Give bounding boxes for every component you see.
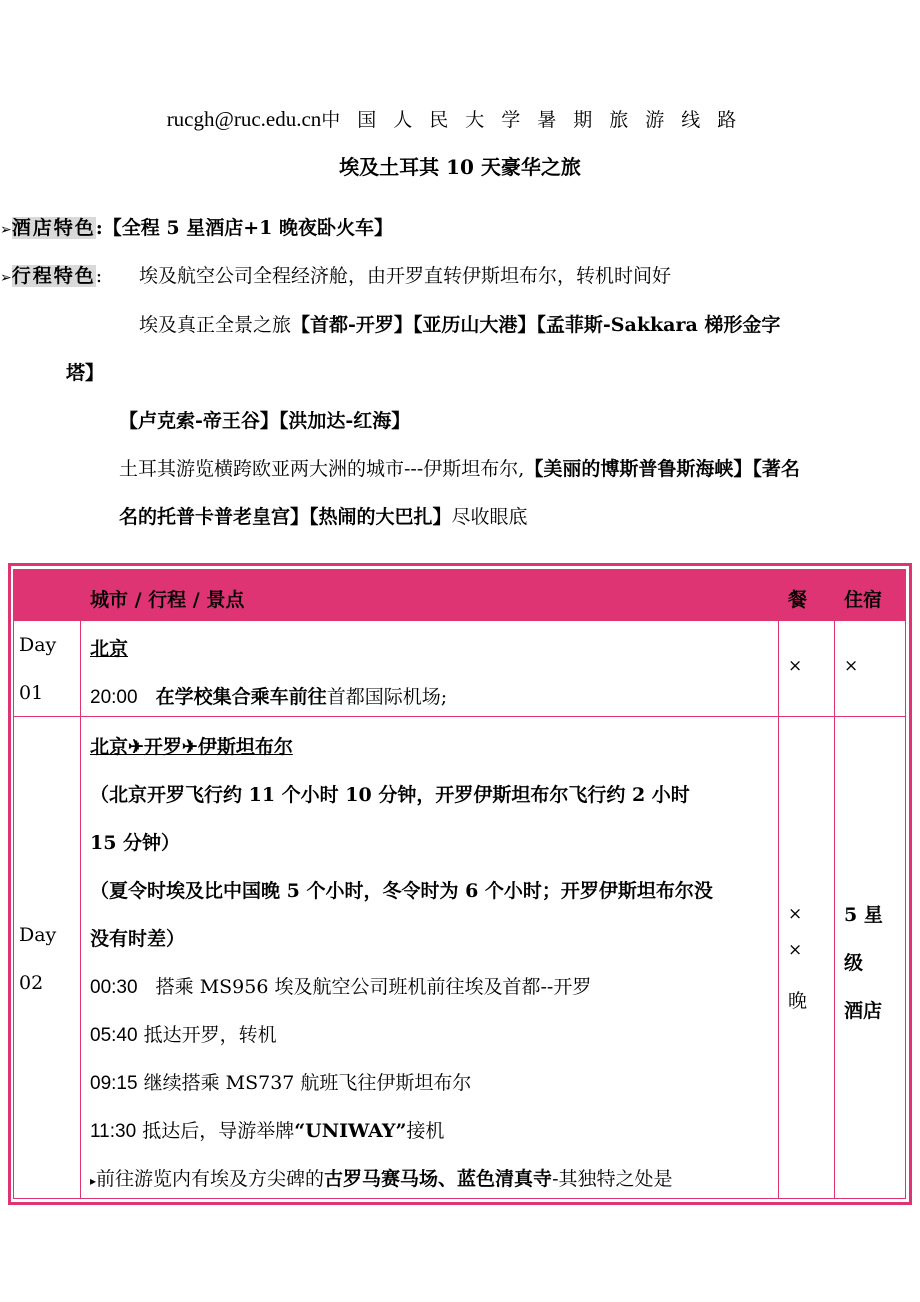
- day-schedule-line: 20:00 在学校集合乘车前往首都国际机场;: [90, 686, 448, 708]
- stay-value: 5 星: [844, 904, 883, 926]
- day-schedule-line: ▸前往游览内有埃及方尖碑的古罗马赛马场、蓝色清真寺-其独特之处是: [90, 1168, 673, 1190]
- header-line: [0, 105, 920, 132]
- itinerary-colon: :: [95, 265, 103, 287]
- day-label: Day: [19, 924, 57, 946]
- day-number: 02: [19, 972, 44, 994]
- meal-value: ×: [788, 940, 803, 960]
- itinerary-label: 行程特色: [11, 265, 96, 287]
- stay-value: ×: [844, 656, 859, 676]
- itinerary-line-1: 埃及航空公司全程经济舱，由开罗直转伊斯坦布尔，转机时间好: [139, 265, 672, 287]
- col-divider: [778, 570, 779, 1198]
- day-note: 15 分钟）: [90, 832, 181, 854]
- col-divider: [834, 570, 835, 1198]
- itinerary-line-5: 土耳其游览横跨欧亚两大洲的城市---伊斯坦布尔,【美丽的博斯普鲁斯海峡】【著名: [119, 458, 800, 480]
- itinerary-line-2: 埃及真正全景之旅【首都-开罗】【亚历山大港】【孟菲斯-Sakkara 梯形金字: [139, 314, 781, 336]
- stay-value: 级: [844, 952, 864, 974]
- email: rucgh@ruc.edu.cn: [166, 107, 322, 131]
- meal-value: 晚: [788, 990, 808, 1012]
- day-note: （北京开罗飞行约 11 个小时 10 分钟，开罗伊斯坦布尔飞行约 2 小时: [90, 784, 690, 806]
- stay-value: 酒店: [844, 1000, 883, 1022]
- col-divider: [80, 570, 81, 1198]
- day-route: 北京✈开罗✈伊斯坦布尔: [90, 736, 293, 758]
- page-title: 埃及土耳其 10 天豪华之旅: [339, 155, 581, 179]
- route-title: 中国人民大学暑期旅游线路: [321, 109, 754, 131]
- day-route: 北京: [90, 638, 129, 660]
- meal-value: ×: [788, 656, 803, 676]
- itinerary-line-6: 名的托普卡普老皇宫】【热闹的大巴扎】尽收眼底: [119, 506, 528, 528]
- day-note: 没有时差）: [90, 928, 186, 950]
- day-schedule-line: 05:40 抵达开罗，转机: [90, 1024, 277, 1046]
- arrow-right-icon: ➢: [0, 270, 12, 286]
- col-header-stay: 住宿: [844, 589, 883, 611]
- day-schedule-line: 00:30 搭乘 MS956 埃及航空公司班机前往埃及首都--开罗: [90, 976, 592, 998]
- row-divider: [14, 620, 905, 621]
- day-number: 01: [19, 682, 44, 704]
- itinerary-line-4: 【卢克索-帝王谷】【洪加达-红海】: [119, 410, 411, 432]
- day-note: （夏令时埃及比中国晚 5 个小时，冬令时为 6 个小时；开罗伊斯坦布尔没: [90, 880, 713, 902]
- hotel-label: 酒店特色: [11, 217, 96, 239]
- arrow-right-icon: ➢: [0, 222, 12, 238]
- day-schedule-line: 09:15 继续搭乘 MS737 航班飞往伊斯坦布尔: [90, 1072, 472, 1094]
- col-header-city: 城市 / 行程 / 景点: [90, 589, 245, 611]
- hotel-feature-row: [0, 213, 393, 240]
- day-label: Day: [19, 634, 57, 656]
- meal-value: ×: [788, 904, 803, 924]
- itinerary-line-3: 塔】: [66, 362, 105, 384]
- day-schedule-line: 11:30 抵达后，导游举牌“UNIWAY”接机: [90, 1120, 445, 1142]
- itinerary-feature-row: [0, 261, 102, 288]
- col-header-meal: 餐: [788, 589, 808, 611]
- bullet-triangle-icon: ▸: [90, 1174, 97, 1188]
- row-divider: [14, 716, 905, 717]
- hotel-value: :【全程 5 星酒店+1 晚夜卧火车】: [95, 217, 393, 239]
